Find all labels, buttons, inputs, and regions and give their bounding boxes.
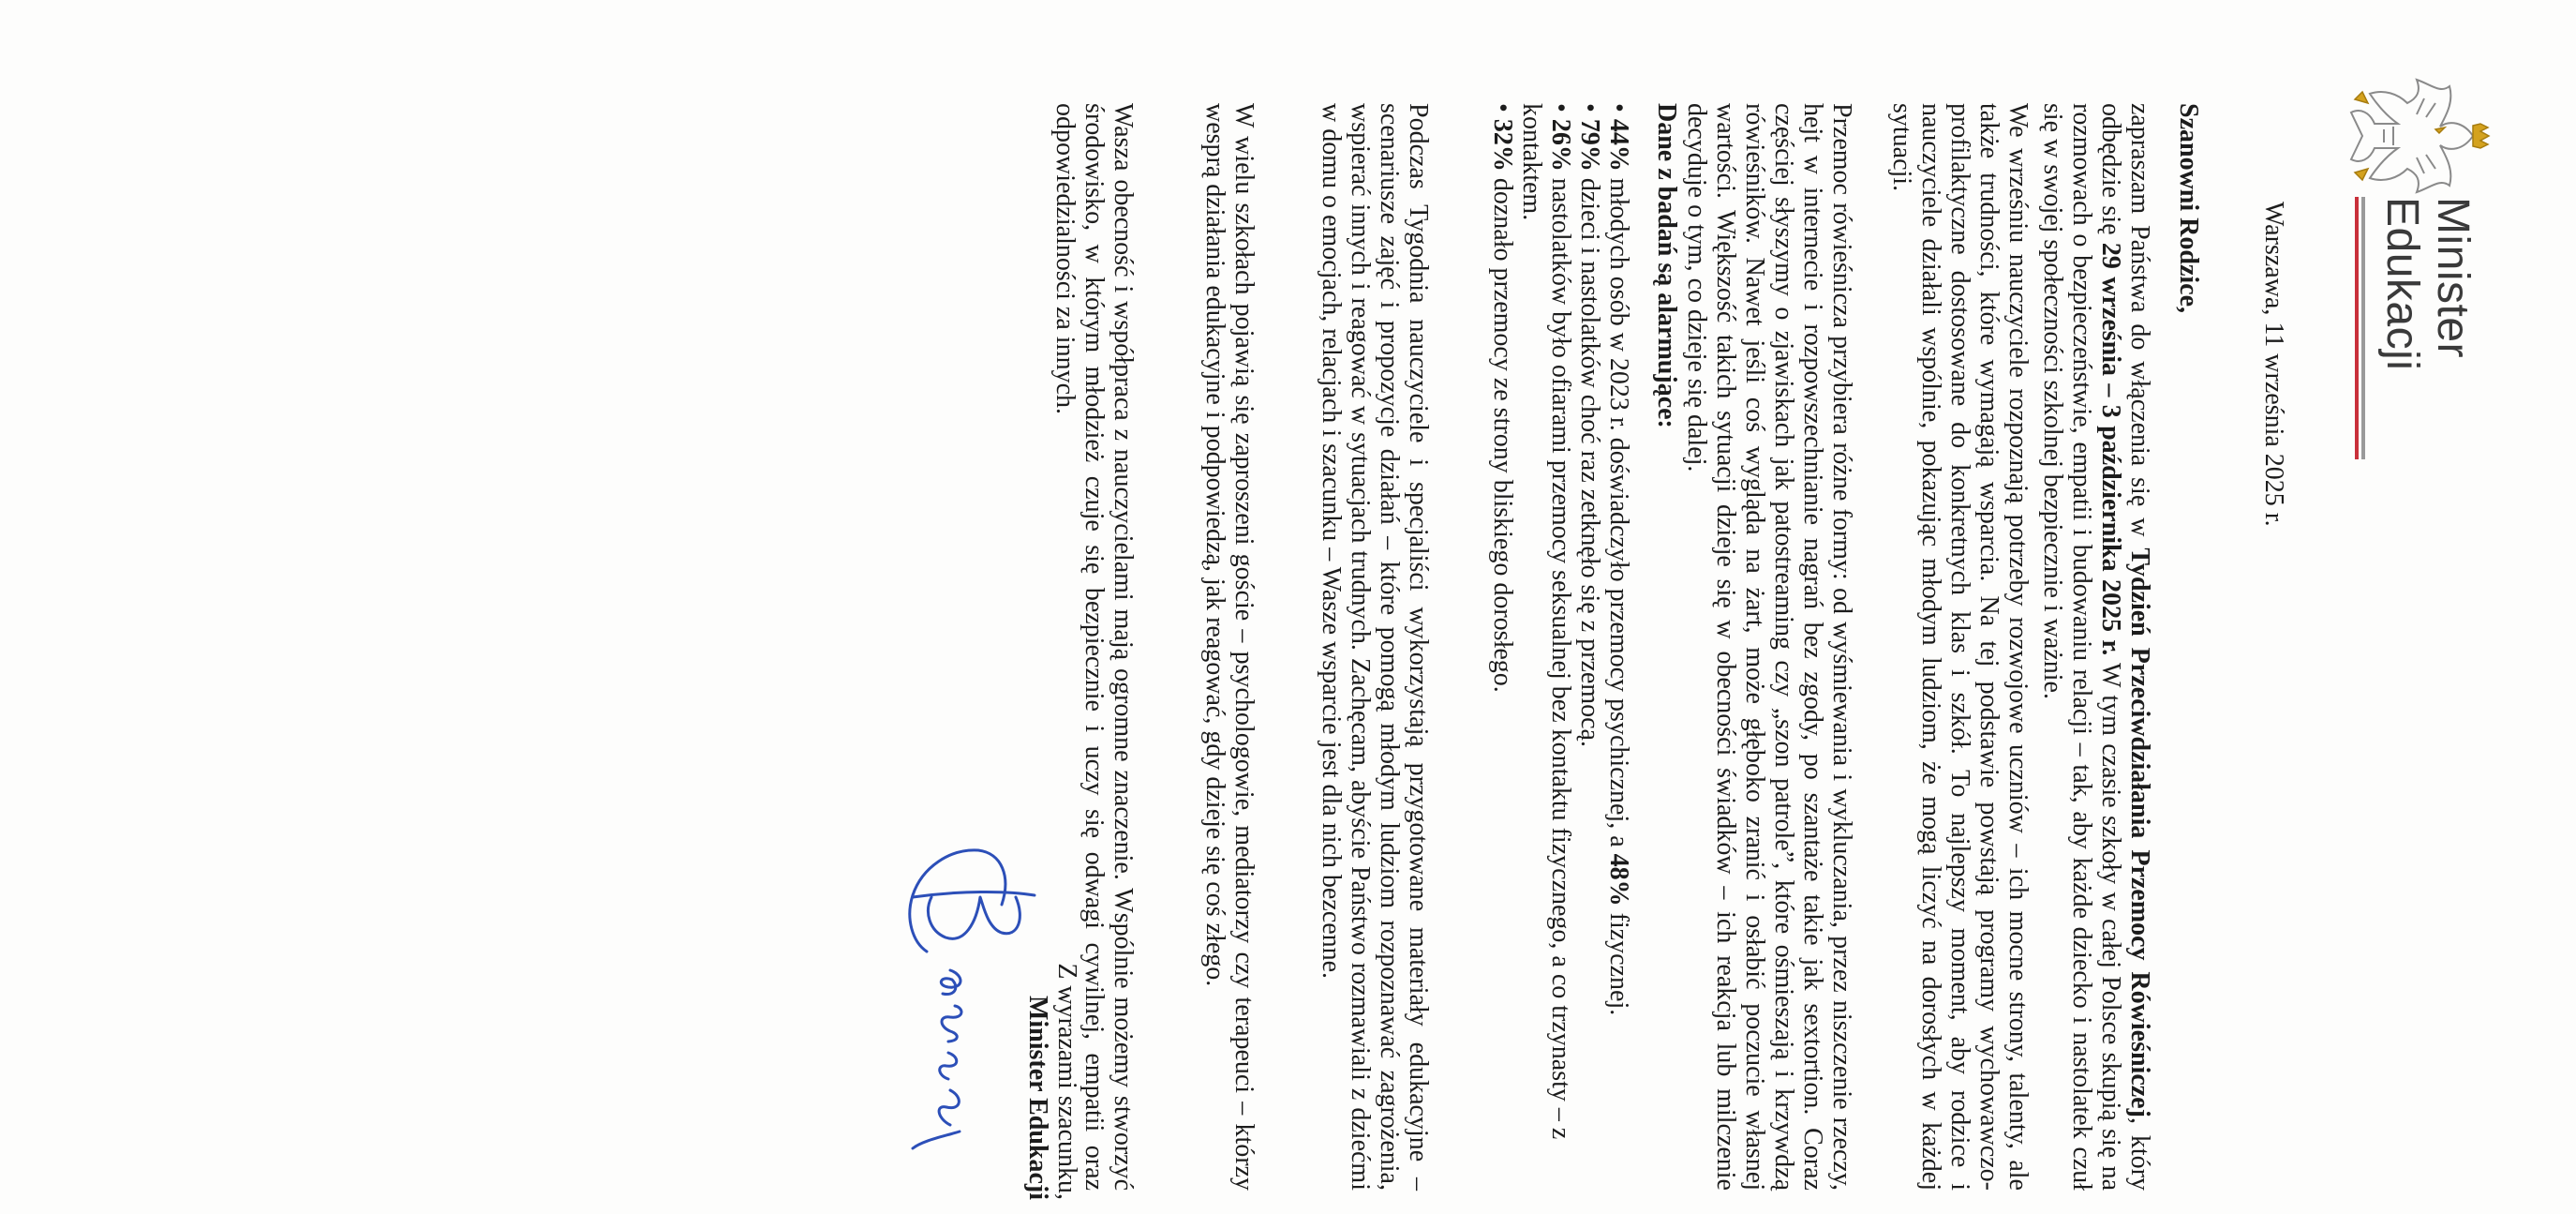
stats-heading: Dane z badań są alarmujące:	[1652, 103, 1681, 428]
paragraph-week-activities: Podczas Tygodnia nauczyciele i specjaliści wykorzystają przygotowane materiały edukacyjne – scenariusze zajęć i propozycje działań – które pomogą młodym ludziom rozpoznawać zagrożenia, wspierać innych i reagować w sytuacjach trudnych. Zachęcam, abyście Państwo rozmawiali z dziećmi w domu o emocjach, relacjach i szacunku – Wasze wsparcie jest dla nich bezcenne.	[1317, 103, 1433, 1191]
closing-regards: Z wyrazami szacunku,	[1052, 963, 1081, 1200]
paragraph-intro	[2038, 103, 2154, 1191]
list-item	[1517, 103, 1575, 1191]
intro-text-1: zapraszam Państwa do włączenia się w	[2125, 103, 2154, 548]
stat-text: fizycznej.	[1604, 906, 1633, 1016]
bullet: •	[1604, 103, 1633, 119]
paragraph-parents: Wasza obecność i współpraca z nauczycielami mają ogromne znaczenie. Wspólnie możemy stworzyć środowisko, w którym młodzież czuje się bezpiecznie i uczy się odwagi cywilnej, empatii oraz odpowiedzialności za innych.	[1050, 103, 1138, 1191]
list-item	[1604, 103, 1633, 1191]
stat-percent: 44%	[1604, 118, 1633, 172]
event-name: Tydzień Przeciwdziałania Przemocy Rówieśniczej	[2125, 547, 2154, 1117]
paragraph-guests: W wielu szkołach pojawią się zaproszeni goście – psychologowie, mediatorzy czy terapeuci – którzy wesprą działania edukacyjne i podpowiedzą, jak reagować, gdy dzieje się coś złego.	[1200, 103, 1258, 1191]
event-dates: 29 września – 3 października 2025 r.	[2096, 242, 2125, 656]
ministry-name-line1: Minister	[2428, 197, 2478, 359]
stat-text: nastolatków było ofiarami przemocy seksualnej bez kontaktu fizycznego, a co trzynasty – z kontaktem.	[1517, 103, 1575, 1140]
ministry-name-line2: Edukacji	[2377, 197, 2427, 371]
eagle-emblem-icon	[2346, 66, 2492, 206]
paragraph-school: We wrześniu nauczyciele rozpoznają potrzeby rozwojowe uczniów – ich mocne strony, talenty, ale także trudności, które wymagają wsparcia. Na tej podstawie powstają programy wychowawczo-profilaktyczne dostosowane do konkretnych klas i szkół. To najlepszy moment, aby rodzice i nauczyciele działali wspólnie, pokazując młodym ludziom, że mogą liczyć na dorosłych w każdej sytuacji.	[1887, 103, 2033, 1191]
intro-text-3: W tym czasie szkoły w całej Polsce skupią się na rozmowach o bezpieczeństwie, empatii i budowaniu relacji – tak, aby każde dziecko i nastolatek czuł się w swojej społeczności szkolnej bezpiecznie i ważnie.	[2038, 103, 2125, 1192]
ministry-name	[2376, 197, 2478, 370]
stat-percent: 79%	[1575, 118, 1604, 172]
signatory-title: Minister Edukacji	[1023, 995, 1052, 1200]
stat-text: dzieci i nastolatków choć raz zetknęło się z przemocą.	[1575, 171, 1604, 747]
flag-bar	[2356, 197, 2365, 459]
flag-bar-grey	[2361, 197, 2365, 459]
stat-text: doznało przemocy ze strony bliskiego dorosłego.	[1488, 171, 1517, 693]
stat-percent: 26%	[1546, 118, 1575, 172]
list-item	[1575, 103, 1604, 1191]
bullet: •	[1575, 103, 1604, 119]
stat-percent: 48%	[1604, 853, 1633, 907]
bullet: •	[1546, 103, 1575, 119]
date-line: Warszawa, 11 września 2025 r.	[2259, 202, 2288, 527]
list-item	[1488, 103, 1517, 1191]
paragraph-violence-forms: Przemoc rówieśnicza przybiera różne formy: od wyśmiewania i wykluczania, przez niszczenie rzeczy, hejt w internecie i rozpowszechnianie nagrań bez zgody, po szantaże takie jak sextortion. Coraz częściej słyszymy o zjawiskach jak patostreaming czy „szon patrole”, które ośmieszają i krzywdzą rówieśników. Nawet jeśli coś wygląda na żart, może głęboko zranić i osłabić poczucie własnej wartości. Większość takich sytuacji dzieje się w obecności świadków – ich reakcja lub milczenie decyduje o tym, co dzieje się dalej.	[1682, 103, 1856, 1191]
stat-percent: 32%	[1488, 118, 1517, 172]
salutation: Szanowni Rodzice,	[2174, 103, 2203, 313]
handwritten-signature	[885, 839, 1053, 1158]
stats-list	[1488, 103, 1633, 1191]
stat-text: młodych osób w 2023 r. doświadczyło przemocy psychicznej, a	[1604, 171, 1633, 854]
flag-bar-red	[2355, 197, 2359, 459]
intro-text-2: , który odbędzie się	[2096, 103, 2154, 1191]
bullet: •	[1488, 103, 1517, 119]
